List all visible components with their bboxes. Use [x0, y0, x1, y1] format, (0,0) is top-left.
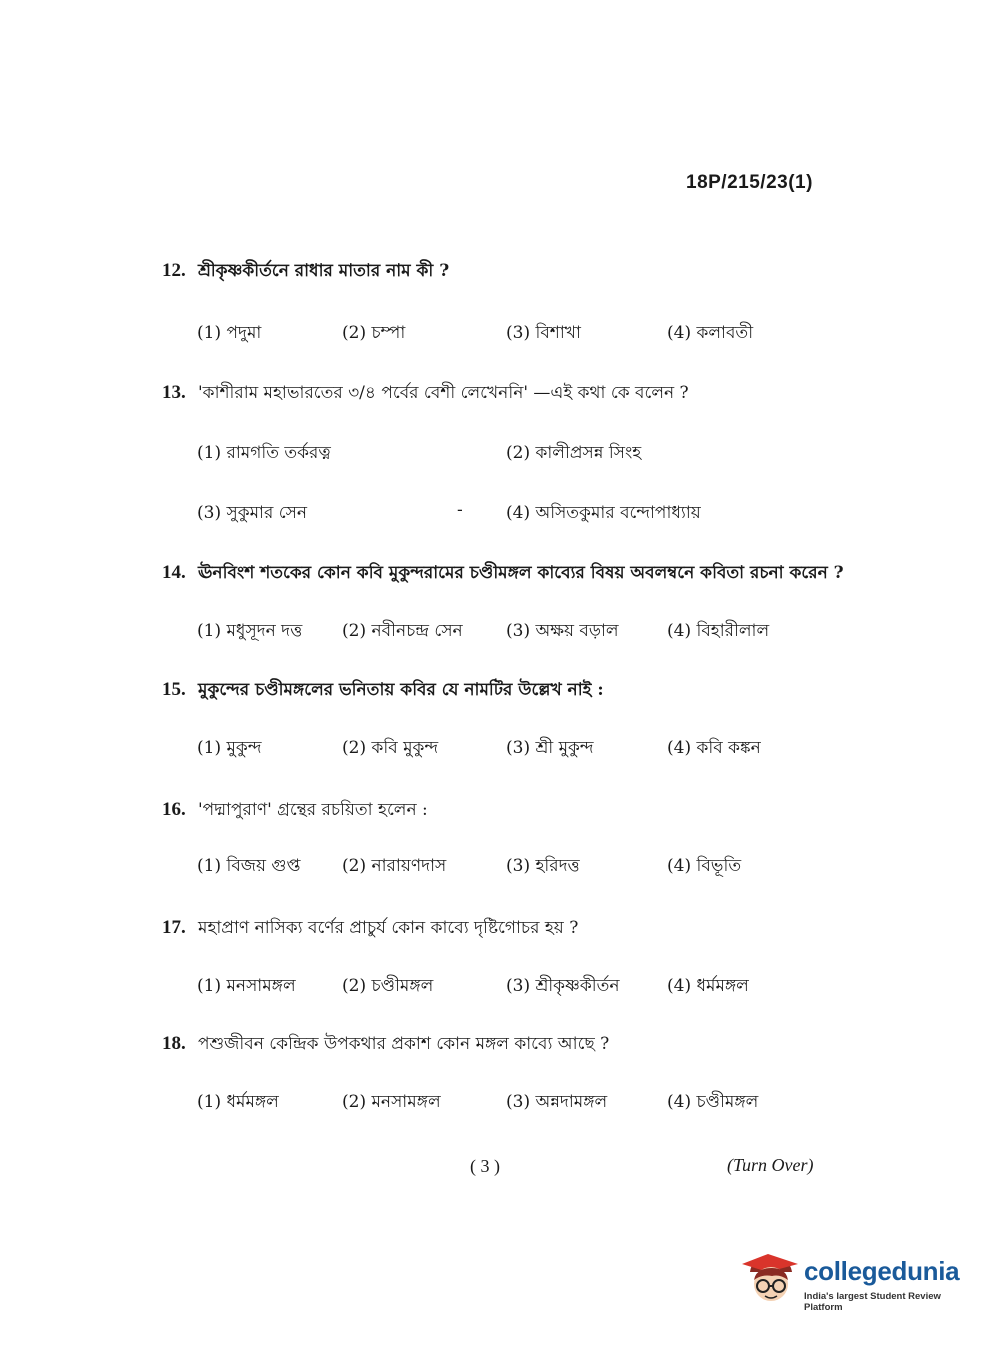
- option-1: (1) বিজয় গুপ্ত: [197, 856, 301, 876]
- option-3: (3) বিশাখা: [506, 323, 581, 343]
- paper-code: 18P/215/23(1): [686, 172, 813, 193]
- mascot-icon: [742, 1250, 802, 1310]
- option-4: (4) বিহারীলাল: [667, 621, 770, 641]
- question-text: মুকুন্দের চণ্ডীমঙ্গলের ভনিতায় কবির যে নামটির উল্লেখ নাই :: [198, 680, 604, 700]
- stray-mark: -: [457, 500, 463, 520]
- question-number: 15.: [162, 679, 186, 700]
- option-3: (3) সুকুমার সেন: [197, 503, 308, 523]
- question-number: 14.: [162, 562, 186, 583]
- page-number: ( 3 ): [470, 1156, 500, 1176]
- question-text: মহাপ্রাণ নাসিক্য বর্ণের প্রাচুর্য কোন কাব্যে দৃষ্টিগোচর হয় ?: [198, 918, 579, 938]
- question-number: 18.: [162, 1033, 186, 1054]
- option-2: (2) চণ্ডীমঙ্গল: [342, 976, 434, 996]
- option-1: (1) মধুসূদন দত্ত: [197, 621, 303, 641]
- option-4: (4) ধর্মমঙ্গল: [667, 976, 749, 996]
- option-4: (4) কলাবতী: [667, 323, 754, 343]
- option-3: (3) অন্নদামঙ্গল: [506, 1092, 608, 1112]
- question-number: 13.: [162, 382, 186, 403]
- option-3: (3) শ্রীকৃষ্ণকীর্তন: [506, 976, 620, 996]
- question-text: 'কাশীরাম মহাভারতের ৩/৪ পর্বের বেশী লেখেননি' —এই কথা কে বলেন ?: [198, 383, 689, 403]
- option-1: (1) রামগতি তর্করত্ন: [197, 443, 331, 463]
- turn-over-note: (Turn Over): [727, 1155, 814, 1175]
- option-1: (1) মুকুন্দ: [197, 738, 262, 758]
- question-text: শ্রীকৃষ্ণকীর্তনে রাধার মাতার নাম কী ?: [198, 261, 450, 281]
- option-4: (4) বিভূতি: [667, 856, 742, 876]
- option-2: (2) মনসামঙ্গল: [342, 1092, 441, 1112]
- question-number: 16.: [162, 799, 186, 820]
- option-3: (3) হরিদত্ত: [506, 856, 580, 876]
- question-number: 12.: [162, 260, 186, 281]
- option-1: (1) ধর্মমঙ্গল: [197, 1092, 279, 1112]
- option-2: (2) নবীনচন্দ্র সেন: [342, 621, 463, 641]
- option-4: (4) চণ্ডীমঙ্গল: [667, 1092, 759, 1112]
- collegedunia-watermark: [742, 1250, 972, 1313]
- question-text: ঊনবিংশ শতকের কোন কবি মুকুন্দরামের চণ্ডীমঙ্গল কাব্যের বিষয় অবলম্বনে কবিতা রচনা করেন ?: [198, 563, 844, 583]
- question-text: 'পদ্মাপুরাণ' গ্রন্থের রচয়িতা হলেন :: [198, 800, 428, 820]
- option-1: (1) পদুমা: [197, 323, 262, 343]
- option-4: (4) অসিতকুমার বন্দোপাধ্যায়: [506, 503, 701, 523]
- option-2: (2) চম্পা: [342, 323, 406, 343]
- brand-tagline: India's largest Student Review Platform: [804, 1291, 941, 1313]
- option-1: (1) মনসামঙ্গল: [197, 976, 296, 996]
- option-2: (2) নারায়ণদাস: [342, 856, 447, 876]
- question-text: পশুজীবন কেন্দ্রিক উপকথার প্রকাশ কোন মঙ্গল কাব্যে আছে ?: [198, 1034, 610, 1054]
- option-2: (2) কবি মুকুন্দ: [342, 738, 439, 758]
- brand-name: collegedunia: [804, 1256, 960, 1286]
- option-2: (2) কালীপ্রসন্ন সিংহ: [506, 443, 642, 463]
- option-3: (3) শ্রী মুকুন্দ: [506, 738, 594, 758]
- option-4: (4) কবি কঙ্কন: [667, 738, 761, 758]
- question-number: 17.: [162, 917, 186, 938]
- option-3: (3) অক্ষয় বড়াল: [506, 621, 619, 641]
